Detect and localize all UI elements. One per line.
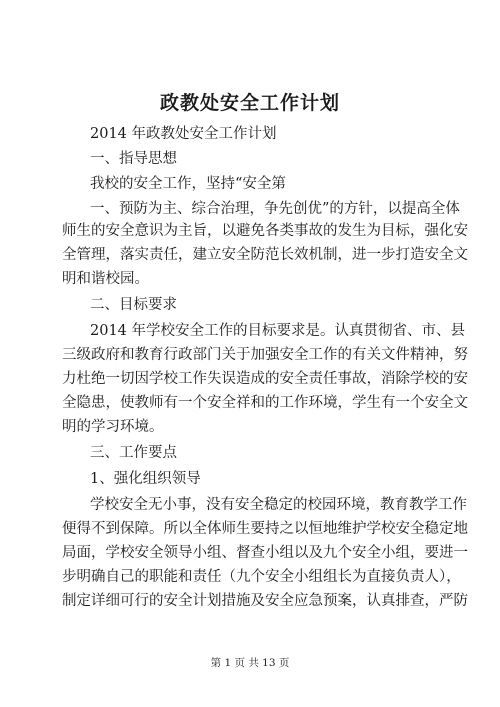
- paragraph-line: 力杜绝一切因学校工作失误造成的安全责任事故，消除学校的安: [62, 371, 468, 387]
- paragraph-line: 一、预防为主、综合治理，争先创优”的方针，以提高全体: [90, 201, 460, 217]
- paragraph-line: 局面，学校安全领导小组、督查小组以及九个安全小组，要进一: [62, 545, 468, 561]
- paragraph-line: 全隐患，使教师有一个安全祥和的工作环境，学生有一个安全文: [62, 395, 468, 411]
- page-footer: 第 1 页 共 13 页: [210, 657, 290, 669]
- subsection-heading: 1、强化组织领导: [90, 471, 201, 487]
- paragraph-line: 我校的安全工作，坚持“安全第: [90, 176, 286, 192]
- document-title: 政教处安全工作计划: [159, 92, 340, 114]
- paragraph-line: 师生的安全意识为主旨，以避免各类事故的发生为目标，强化安: [62, 223, 468, 239]
- section-heading-3: 三、工作要点: [90, 445, 177, 461]
- paragraph-line: 2014 年学校安全工作的目标要求是。认真贯彻省、市、县: [90, 323, 466, 339]
- paragraph-line: 明的学习环境。: [62, 419, 164, 435]
- paragraph-line: 制定详细可行的安全计划措施及安全应急预案，认真排查，严防: [62, 593, 468, 609]
- paragraph-line: 全管理，落实责任，建立安全防范长效机制，进一步打造安全文: [62, 247, 468, 263]
- paragraph-line: 明和谐校园。: [62, 271, 149, 287]
- section-heading-2: 二、目标要求: [90, 297, 177, 313]
- paragraph-line: 步明确自己的职能和责任（九个安全小组组长为直接负责人），: [62, 569, 461, 585]
- section-heading-1: 一、指导思想: [90, 151, 177, 167]
- paragraph-line: 便得不到保障。所以全体师生要持之以恒地维护学校安全稳定地: [62, 521, 468, 537]
- paragraph-line: 学校安全无小事，没有安全稳定的校园环境，教育教学工作: [90, 497, 467, 513]
- paragraph-line: 三级政府和教育行政部门关于加强安全工作的有关文件精神，努: [62, 347, 468, 363]
- subtitle-line: 2014 年政教处安全工作计划: [90, 126, 277, 142]
